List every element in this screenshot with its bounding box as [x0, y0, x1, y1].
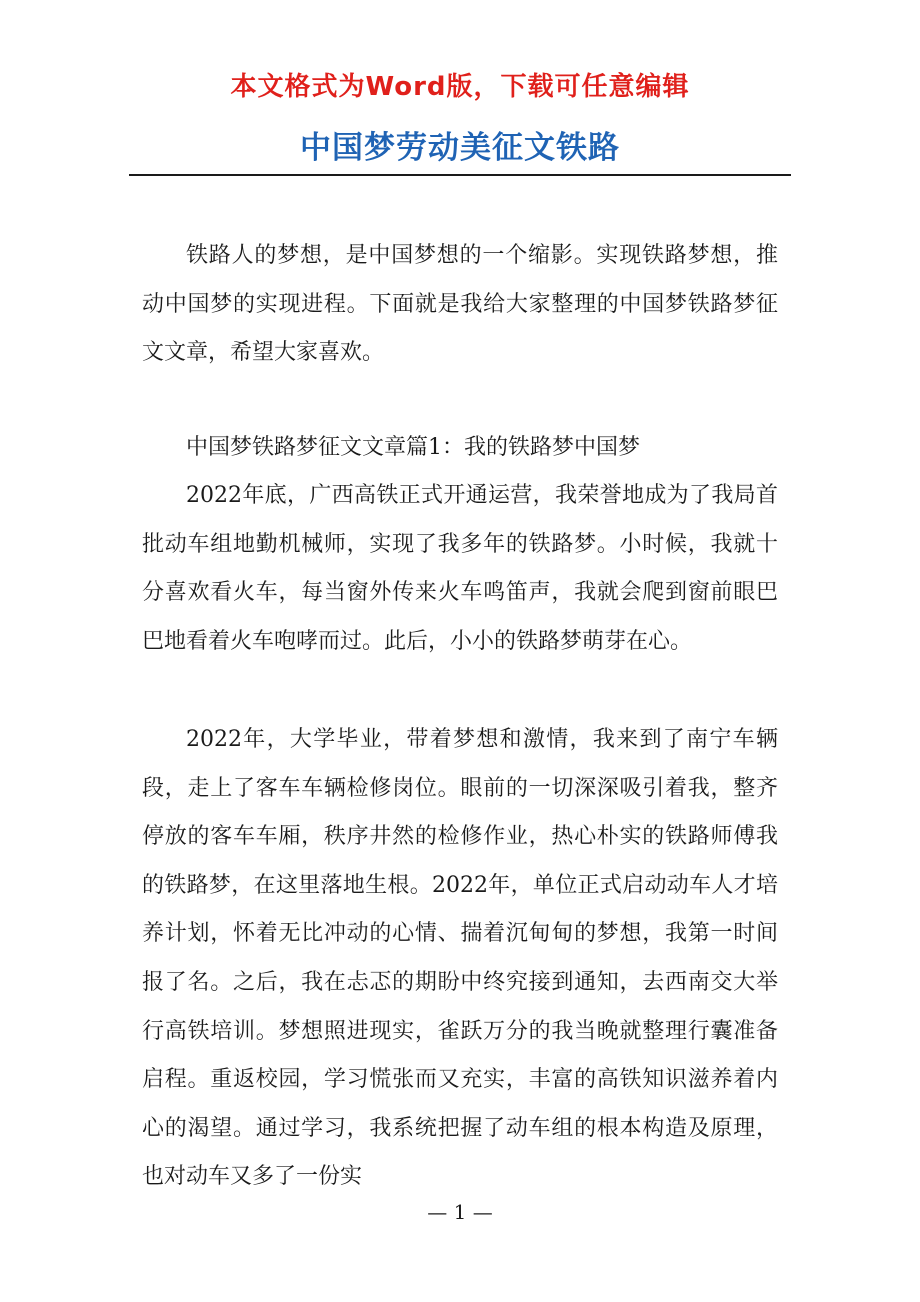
body-paragraph: 2022年底，广西高铁正式开通运营，我荣誉地成为了我局首批动车组地勤机械师，实现了我多年的铁路梦。小时候，我就十分喜欢看火车，每当窗外传来火车鸣笛声，我就会爬到窗前眼巴巴地看着火车咆哮而过。此后，小小的铁路梦萌芽在心。 — [142, 483, 778, 654]
title-divider — [129, 174, 791, 176]
document-title: 中国梦劳动美征文铁路 — [300, 130, 620, 166]
intro-paragraph: 铁路人的梦想，是中国梦想的一个缩影。实现铁路梦想，推动中国梦的实现进程。下面就是我给大家整理的中国梦铁路梦征文文章，希望大家喜欢。 — [142, 243, 778, 366]
page-number: — 1 — — [427, 1200, 493, 1224]
body-paragraph: 2022年，大学毕业，带着梦想和激情，我来到了南宁车辆段，走上了客车车辆检修岗位。眼前的一切深深吸引着我，整齐停放的客车车厢，秩序井然的检修作业，热心朴实的铁路师傅我的铁路梦，在这里落地生根。2022年，单位正式启动动车人才培养计划，怀着无比冲动的心情、揣着沉甸甸的梦想，我第一时间报了名。之后，我在忐忑的期盼中终究接到通知，去西南交大举行高铁培训。梦想照进现实，雀跃万分的我当晚就整理行囊准备启程。重返校园，学习慌张而又充实，丰富的高铁知识滋养着内心的渴望。通过学习，我系统把握了动车组的根本构造及原理，也对动车又多了一份实 — [142, 727, 778, 1190]
format-notice: 本文格式为Word版，下载可任意编辑 — [230, 72, 690, 102]
section-heading: 中国梦铁路梦征文文章篇1：我的铁路梦中国梦 — [186, 435, 640, 460]
